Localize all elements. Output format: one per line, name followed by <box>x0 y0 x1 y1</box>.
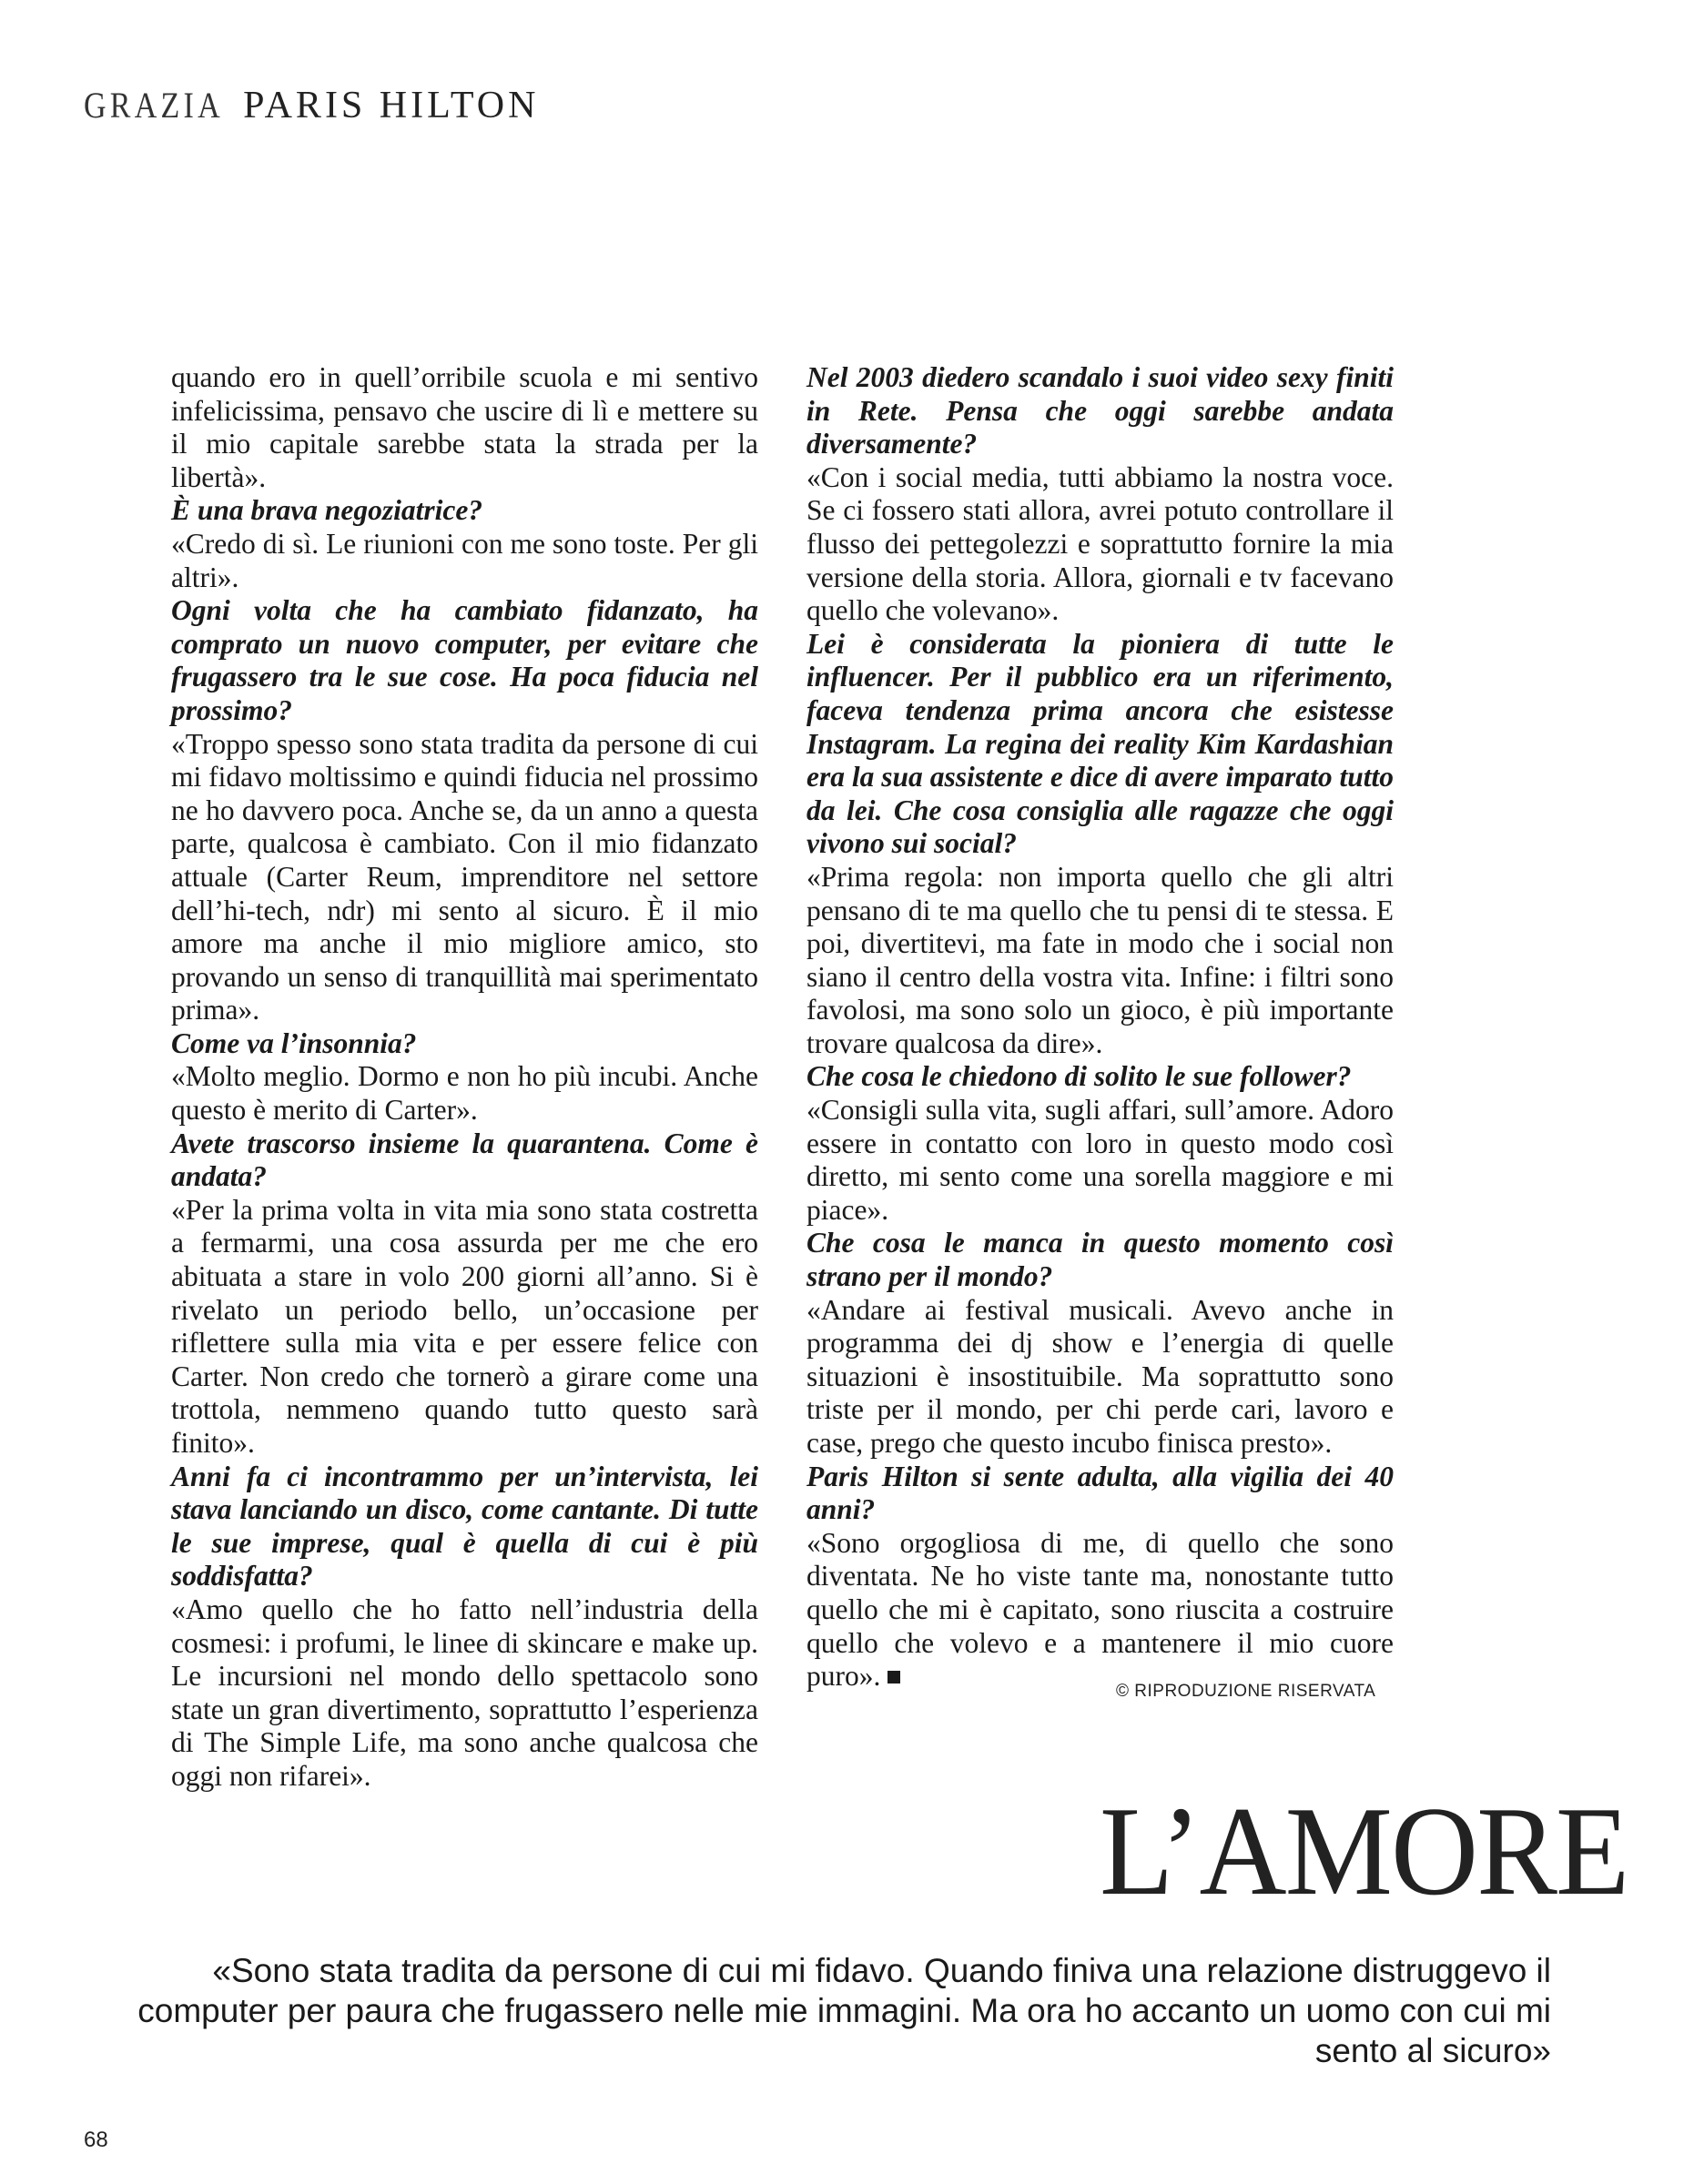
interview-answer: «Per la prima volta in vita mia sono stata costretta a fermarmi, una cosa assurda per me che ero abituata a stare in volo 200 giorni all’anno. Si è rivelato un periodo bello, un’occasione per riflettere sulla mia vita e per essere felice con Carter. Non credo che tornerò a girare come una trottola, nemmeno quando tutto questo sarà finito». <box>171 1193 758 1459</box>
end-of-article-mark <box>888 1671 900 1684</box>
page-number: 68 <box>84 2128 108 2152</box>
interview-question: Anni fa ci incontrammo per un’intervista, lei stava lanciando un disco, come cantante. Di tutte le sue imprese, qual è quella di cui è più soddisfatta? <box>171 1460 758 1592</box>
article-subject: PARIS HILTON <box>243 85 540 126</box>
interview-answer: «Consigli sulla vita, sugli affari, sull’amore. Adoro essere in contatto con loro in questo modo così diretto, mi sento come una sorella maggiore e mi piace». <box>806 1094 1394 1226</box>
interview-question: Che cosa le chiedono di solito le sue follower? <box>806 1060 1352 1093</box>
interview-answer: «Andare ai festival musicali. Avevo anche in programma dei dj show e l’energia di quelle situazioni è insostituibile. Ma soprattutto sono triste per il mondo, per chi perde cari, lavoro e case, prego che questo incubo finisca presto». <box>806 1293 1394 1459</box>
pull-quote: «Sono stata tradita da persone di cui mi fidavo. Quando finiva una relazione distruggevo il computer per paura che frugassero nelle mie immagini. Ma ora ho accanto un uomo con cui mi sento al sicuro» <box>137 1952 1551 2069</box>
article-column-right <box>806 361 1394 1694</box>
interview-question: Come va l’insonnia? <box>171 1026 417 1059</box>
interview-answer: «Troppo spesso sono stata tradita da persone di cui mi fidavo moltissimo e quindi fiducia nel prossimo ne ho davvero poca. Anche se, da un anno a questa parte, qualcosa è cambiato. Con il mio fidanzato attuale (Carter Reum, imprenditore nel settore dell’hi-tech, ndr) mi sento al sicuro. È il mio amore ma anche il mio migliore amico, sto provando un senso di tranquillità mai sperimentato prima». <box>171 727 758 1026</box>
interview-question: È una brava negoziatrice? <box>171 494 483 527</box>
article-column-left <box>171 361 758 1794</box>
interview-answer: «Sono orgogliosa di me, di quello che sono diventata. Ne ho viste tante ma, nonostante tutto quello che mi è capitato, sono riuscita a costruire quello che volevo e a mantenere il mio cuore puro». <box>806 1526 1394 1693</box>
interview-question: Lei è considerata la pioniera di tutte le influencer. Per il pubblico era un riferimento, faceva tendenza prima ancora che esistesse Instagram. La regina dei reality Kim Kardashian era la sua assistente e dice di avere imparato tutto da lei. Che cosa consiglia alle ragazze che oggi vivono sui social? <box>806 627 1394 860</box>
interview-answer: «Molto meglio. Dormo e non ho più incubi. Anche questo è merito di Carter». <box>171 1060 758 1127</box>
interview-question: Nel 2003 diedero scandalo i suoi video sexy finiti in Rete. Pensa che oggi sarebbe andata diversamente? <box>806 361 1394 460</box>
interview-question: Ogni volta che ha cambiato fidanzato, ha comprato un nuovo computer, per evitare che frugassero tra le sue cose. Ha poca fiducia nel prossimo? <box>171 594 758 726</box>
section-headline: L’AMORE <box>1100 1781 1628 1922</box>
interview-answer: «Amo quello che ho fatto nell’industria della cosmesi: i profumi, le linee di skincare e make up. Le incursioni nel mondo dello spettacolo sono state un gran divertimento, soprattutto l’esperienza di The Simple Life, ma sono anche qualcosa che oggi non rifarei». <box>171 1592 758 1792</box>
interview-question: Paris Hilton si sente adulta, alla vigilia dei 40 anni? <box>806 1460 1394 1526</box>
copyright-notice: © RIPRODUZIONE RISERVATA <box>1116 1682 1376 1701</box>
running-header <box>84 84 539 127</box>
interview-question: Che cosa le manca in questo momento così strano per il mondo? <box>806 1227 1394 1293</box>
interview-question: Avete trascorso insieme la quarantena. Come è andata? <box>171 1127 758 1193</box>
interview-answer: «Prima regola: non importa quello che gli altri pensano di te ma quello che tu pensi di te stessa. E poi, divertitevi, ma fate in modo che i social non siano il centro della vostra vita. Infine: i filtri sono favolosi, ma sono solo un gioco, è più importante trovare qualcosa da dire». <box>806 860 1394 1059</box>
interview-answer: quando ero in quell’orribile scuola e mi sentivo infelicissima, pensavo che uscire di lì e mettere su il mio capitale sarebbe stata la strada per la libertà». <box>171 361 758 493</box>
interview-answer: «Con i social media, tutti abbiamo la nostra voce. Se ci fossero stati allora, avrei potuto controllare il flusso dei pettegolezzi e soprattutto fornire la mia versione della storia. Allora, giornali e tv facevano quello che volevano». <box>806 460 1394 627</box>
magazine-brand: GRAZIA <box>84 85 224 126</box>
interview-answer: «Credo di sì. Le riunioni con me sono toste. Per gli altri». <box>171 527 758 593</box>
